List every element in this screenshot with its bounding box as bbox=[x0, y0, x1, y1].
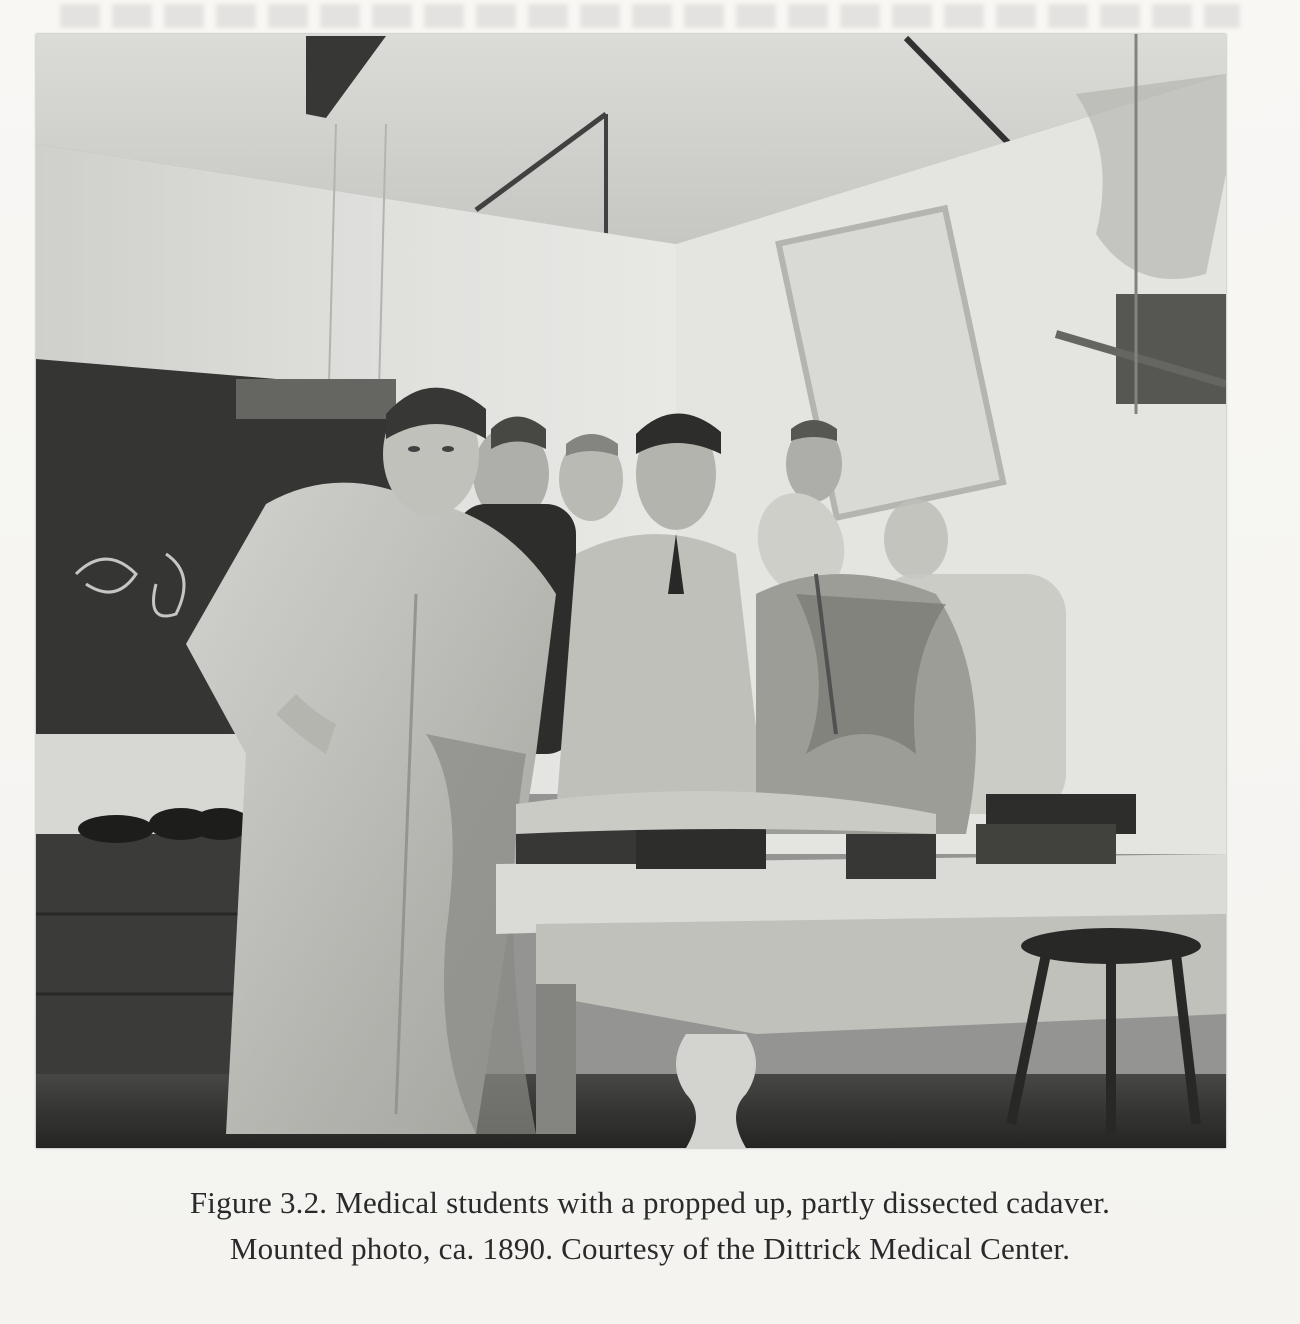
photo-illustration bbox=[36, 34, 1226, 1148]
caption-line-1: Figure 3.2. Medical students with a propped up, partly dissected cadaver. bbox=[189, 1185, 1111, 1220]
bleed-through-text bbox=[60, 4, 1240, 28]
caption-line-2: Mounted photo, ca. 1890. Courtesy of the Dittrick Medical Center. bbox=[229, 1231, 1071, 1266]
historical-photograph bbox=[36, 34, 1226, 1148]
figure-caption bbox=[30, 1180, 1270, 1272]
photo-tone bbox=[36, 34, 1226, 1148]
